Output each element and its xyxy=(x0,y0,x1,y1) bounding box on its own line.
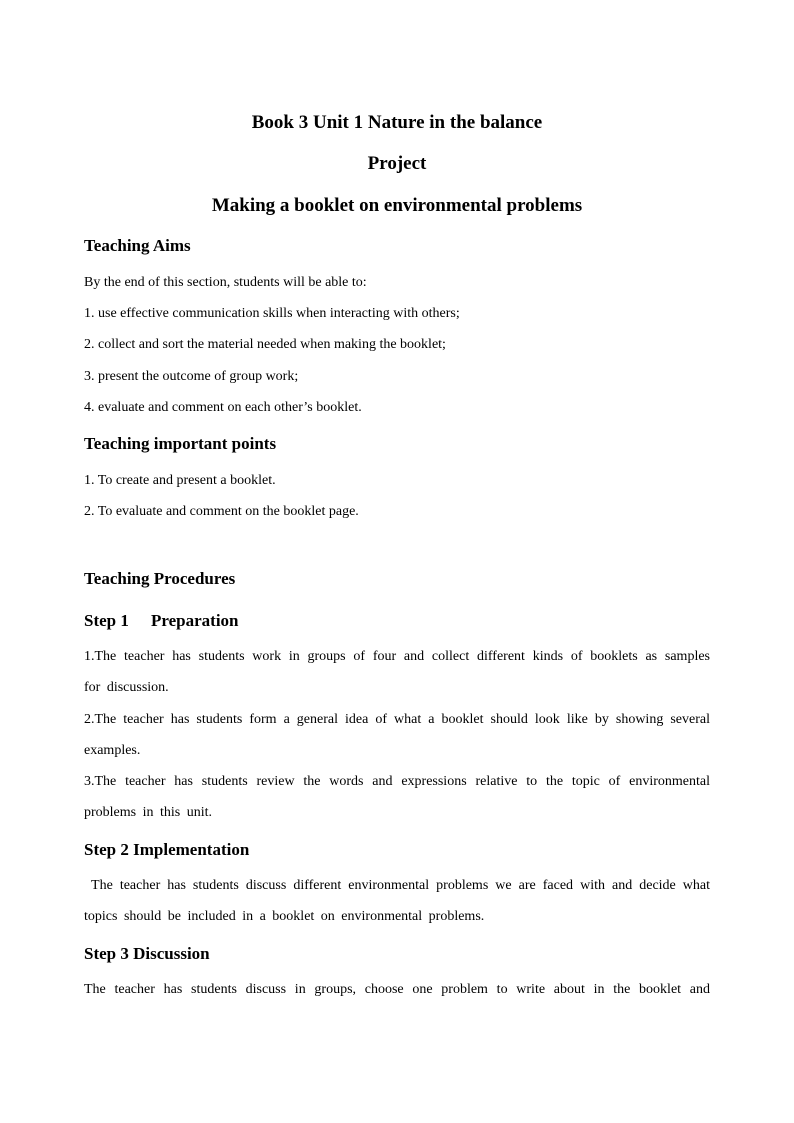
section-title: Project xyxy=(367,153,427,174)
teaching-aim-item: 1. use effective communication skills when interacting with others; xyxy=(84,306,460,321)
step3-text: The teacher has students discuss in groups, choose one problem to write about in the booklet and xyxy=(84,982,710,997)
step2-text: The teacher has students discuss different environmental problems we are faced with and decide what topics should be included in a booklet on environmental problems. xyxy=(84,878,717,924)
step3-heading: Step 3 Discussion xyxy=(84,944,210,963)
step1-item: 2.The teacher has students form a general idea of what a booklet should look like by showing several examples. xyxy=(84,712,710,758)
teaching-aim-item: 2. collect and sort the material needed when making the booklet; xyxy=(84,337,446,352)
teaching-aim-item: 3. present the outcome of group work; xyxy=(84,369,299,384)
important-points-heading: Teaching important points xyxy=(84,434,277,453)
step1-title: Preparation xyxy=(151,611,239,630)
step1-item: 1.The teacher has students work in groups of four and collect different kinds of booklets as samples for discussion. xyxy=(84,649,710,695)
step1-heading xyxy=(84,610,239,632)
important-point-item: 2. To evaluate and comment on the booklet page. xyxy=(84,504,359,519)
teaching-aims-intro: By the end of this section, students will be able to: xyxy=(84,275,367,290)
document-title: Book 3 Unit 1 Nature in the balance xyxy=(251,112,543,133)
project-title: Making a booklet on environmental problems xyxy=(211,195,583,216)
teaching-aim-item: 4. evaluate and comment on each other’s booklet. xyxy=(84,400,362,415)
step2-heading: Step 2 Implementation xyxy=(84,840,250,859)
step1-item: 3.The teacher has students review the words and expressions relative to the topic of environmental problems in this unit. xyxy=(84,774,710,820)
teaching-aims-heading: Teaching Aims xyxy=(84,236,191,255)
important-point-item: 1. To create and present a booklet. xyxy=(84,473,276,488)
step1-number: Step 1 xyxy=(84,611,129,630)
teaching-procedures-heading: Teaching Procedures xyxy=(84,569,236,588)
